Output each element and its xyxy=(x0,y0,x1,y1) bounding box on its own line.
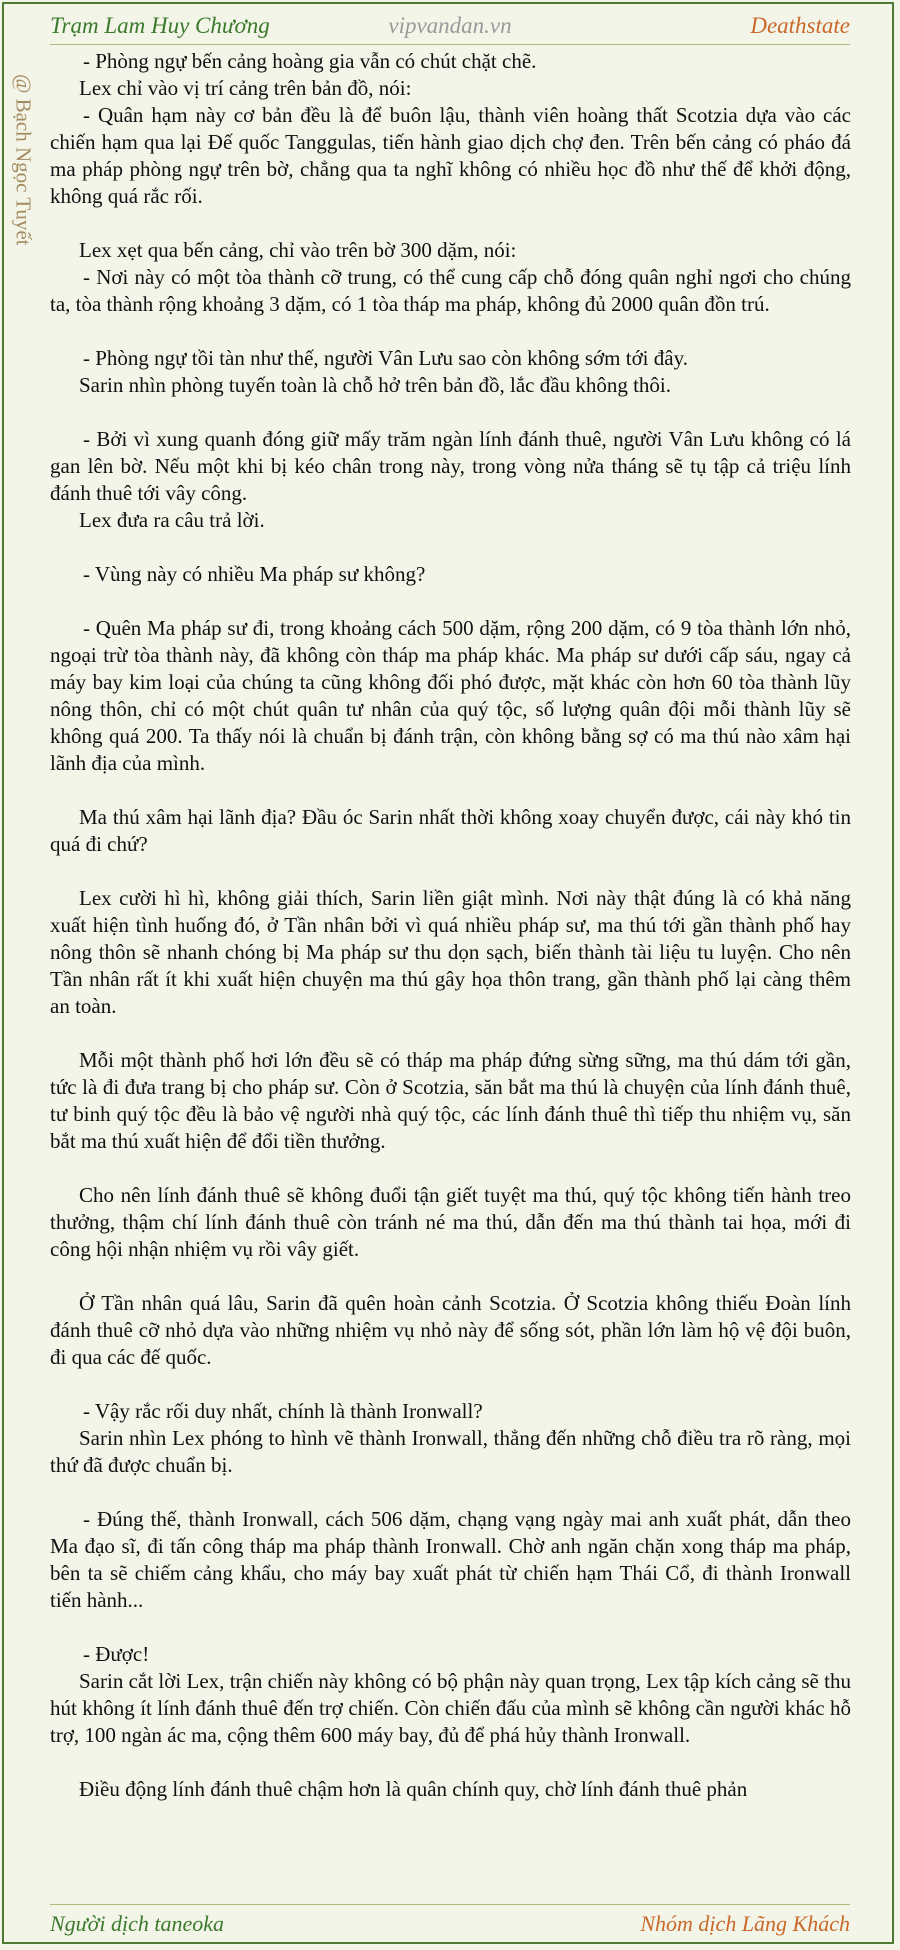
page-footer xyxy=(50,1908,850,1940)
paragraph: - Phòng ngự tồi tàn như thế, người Vân Lưu sao còn không sớm tới đây. xyxy=(83,346,688,370)
paragraph: - Đúng thế, thành Ironwall, cách 506 dặm, chạng vạng ngày mai anh xuất phát, dẫn theo Ma đạo sĩ, đi tấn công tháp ma pháp thành Ironwall. Chờ anh ngăn chặn xong tháp ma pháp, bên ta sẽ chiếm cảng khẩu, cho máy bay xuất phát từ chiến hạm Thái Cổ, đi thành Ironwall tiến hành... xyxy=(50,1507,851,1612)
paragraph: Sarin nhìn phòng tuyến toàn là chỗ hở trên bản đồ, lắc đầu không thôi. xyxy=(79,373,671,397)
paragraph: Lex xẹt qua bến cảng, chỉ vào trên bờ 300 dặm, nói: xyxy=(79,238,517,262)
paragraph: Sarin nhìn Lex phóng to hình vẽ thành Ironwall, thẳng đến những chỗ điều tra rõ ràng, mọi thứ đã được chuẩn bị. xyxy=(50,1426,851,1477)
translator-credit: Người dịch taneoka xyxy=(50,1911,225,1936)
site-name: Trạm Lam Huy Chương xyxy=(50,13,270,38)
page-header xyxy=(50,8,850,44)
paragraph: - Vậy rắc rối duy nhất, chính là thành Ironwall? xyxy=(83,1399,483,1423)
paragraph: Mỗi một thành phố hơi lớn đều sẽ có tháp ma pháp đứng sừng sững, ma thú dám tới gần, tức là đi đưa trang bị cho pháp sư. Còn ở Scotzia, săn bắt ma thú là chuyện của lính đánh thuê, tư binh quý tộc đều là bảo vệ người nhà quý tộc, các lính đánh thuê thì tiếp thu nhiệm vụ, săn bắt ma thú xuất hiện để đổi tiền thưởng. xyxy=(50,1048,851,1153)
paragraph: Cho nên lính đánh thuê sẽ không đuổi tận giết tuyệt ma thú, quý tộc không tiến hành treo thưởng, thậm chí lính đánh thuê còn tránh né ma thú, dẫn đến ma thú thành tai họa, mới đi công hội nhận nhiệm vụ rồi vây giết. xyxy=(50,1183,851,1261)
paragraph: Sarin cắt lời Lex, trận chiến này không có bộ phận này quan trọng, Lex tập kích cảng sẽ thu hút không ít lính đánh thuê đến trợ chiến. Còn chiến đấu của mình sẽ không cần người khác hỗ trợ, 100 ngàn ác ma, cộng thêm 600 máy bay, đủ để phá hủy thành Ironwall. xyxy=(50,1669,851,1747)
footer-divider xyxy=(50,1904,850,1905)
paragraph: - Bởi vì xung quanh đóng giữ mấy trăm ngàn lính đánh thuê, người Vân Lưu không có lá gan lên bờ. Nếu một khi bị kéo chân trong này, trong vòng nửa tháng sẽ tụ tập cả triệu lính đánh thuê tới vây công. xyxy=(50,427,851,505)
site-url: vipvandan.vn xyxy=(388,13,512,38)
paragraph: Điều động lính đánh thuê chậm hơn là quân chính quy, chờ lính đánh thuê phản xyxy=(79,1777,748,1801)
paragraph: - Phòng ngự bến cảng hoàng gia vẫn có chút chặt chẽ. xyxy=(83,49,537,73)
paragraph: Ở Tần nhân quá lâu, Sarin đã quên hoàn cảnh Scotzia. Ở Scotzia không thiếu Đoàn lính đánh thuê cỡ nhỏ dựa vào những nhiệm vụ nhỏ này để sống sót, phần lớn làm hộ vệ đội buôn, đi qua các đế quốc. xyxy=(50,1291,851,1369)
chapter-body xyxy=(50,48,851,1900)
header-divider xyxy=(50,44,850,45)
book-title: Deathstate xyxy=(750,13,850,38)
side-watermark-text: @ Bạch Ngọc Tuyết xyxy=(11,74,36,246)
paragraph: Lex cười hì hì, không giải thích, Sarin liền giật mình. Nơi này thật đúng là có khả năng xuất hiện tình huống đó, ở Tần nhân bởi vì quá nhiều pháp sư, ma thú tới gần thành phố hay nông thôn sẽ nhanh chóng bị Ma pháp sư thu dọn sạch, biến thành tài liệu tu luyện. Cho nên Tần nhân rất ít khi xuất hiện chuyện ma thú gây họa thôn trang, gần thành phố lại càng thêm an toàn. xyxy=(50,886,851,1018)
paragraph: - Quân hạm này cơ bản đều là để buôn lậu, thành viên hoàng thất Scotzia dựa vào các chiến hạm qua lại Đế quốc Tanggulas, tiến hành giao dịch chợ đen. Trên bến cảng có pháo đá ma pháp phòng ngự trên bờ, chẳng qua ta nghĩ không có nhiều học đồ như thế để khởi động, không quá rắc rối. xyxy=(50,103,851,208)
paragraph: - Nơi này có một tòa thành cỡ trung, có thể cung cấp chỗ đóng quân nghỉ ngơi cho chúng ta, tòa thành rộng khoảng 3 dặm, có 1 tòa tháp ma pháp, không đủ 2000 quân đồn trú. xyxy=(50,265,851,316)
side-watermark xyxy=(5,50,41,270)
group-credit: Nhóm dịch Lãng Khách xyxy=(640,1911,850,1936)
paragraph: Lex đưa ra câu trả lời. xyxy=(79,508,265,532)
paragraph: Ma thú xâm hại lãnh địa? Đầu óc Sarin nhất thời không xoay chuyển được, cái này khó tin quá đi chứ? xyxy=(50,805,851,856)
paragraph: - Quên Ma pháp sư đi, trong khoảng cách 500 dặm, rộng 200 dặm, có 9 tòa thành lớn nhỏ, ngoại trừ tòa thành này, đã không còn tháp ma pháp khác. Ma pháp sư dưới cấp sáu, ngay cả máy bay kim loại của chúng ta cũng không đối phó được, mặt khác còn hơn 60 tòa thành lũy nông thôn, chỉ có một chút quân tư nhân của quý tộc, số lượng quân đội mỗi thành lũy sẽ không quá 200. Ta thấy nói là chuẩn bị đánh trận, còn không bằng sợ có ma thú nào xâm hại lãnh địa của mình. xyxy=(50,616,851,775)
paragraph: Lex chỉ vào vị trí cảng trên bản đồ, nói: xyxy=(79,76,412,100)
paragraph: - Vùng này có nhiều Ma pháp sư không? xyxy=(83,562,426,586)
paragraph: - Được! xyxy=(83,1642,150,1666)
